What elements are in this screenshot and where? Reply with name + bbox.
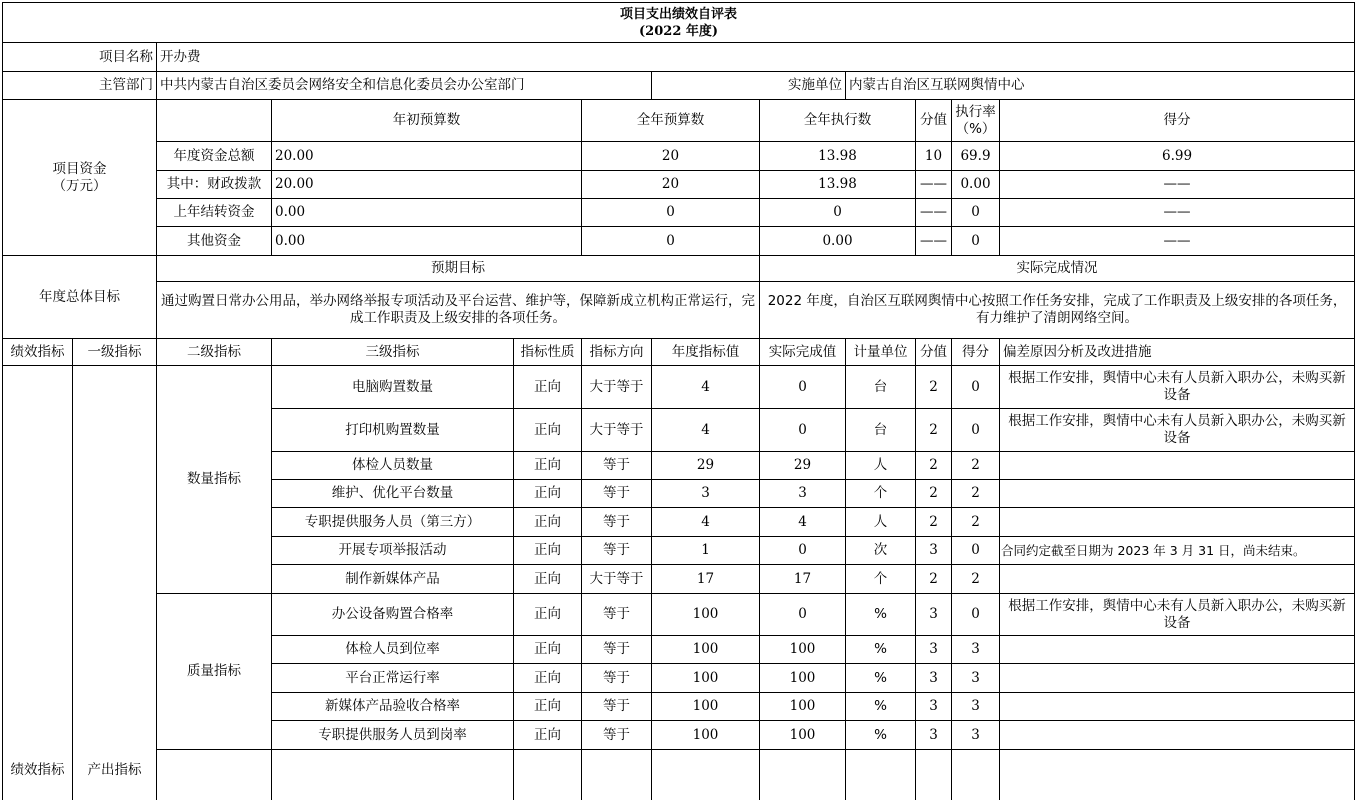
indicator-actual — [916, 750, 952, 800]
indicator-direction: 等于 — [582, 721, 652, 750]
indicator-score-max: 3 — [916, 537, 952, 565]
indicator-name — [582, 750, 652, 800]
indicator-header: 绩效指标 — [3, 339, 73, 366]
indicator-target: 100 — [652, 664, 760, 693]
indicator-actual: 100 — [760, 721, 846, 750]
funds-header: 全年执行数 — [760, 100, 916, 142]
indicator-score: 0 — [952, 366, 1000, 409]
funds-cell: —— — [916, 171, 952, 199]
expected-goal-text: 通过购置日常办公用品，举办网络举报专项活动及平台运营、维护等，保障新成立机构正常运行，完成工作职责及上级安排的各项任务。 — [157, 282, 760, 339]
indicator-target: 4 — [652, 366, 760, 409]
indicator-unit: 个 — [846, 480, 916, 508]
indicator-unit — [952, 750, 1000, 800]
actual-completion-header: 实际完成情况 — [760, 256, 1355, 282]
funds-header: 得分 — [1000, 100, 1355, 142]
level2-indicator: 数量指标 — [157, 366, 272, 594]
indicator-header: 得分 — [952, 339, 1000, 366]
indicator-unit: 台 — [846, 366, 916, 409]
indicator-score-max: 3 — [916, 594, 952, 636]
indicator-unit: 人 — [846, 452, 916, 480]
indicator-header: 分值 — [916, 339, 952, 366]
indicator-actual: 29 — [760, 452, 846, 480]
indicator-header: 偏差原因分析及改进措施 — [1000, 339, 1355, 366]
unit-value: 内蒙古自治区互联网舆情中心 — [846, 72, 1355, 100]
funds-header: 执行率 （%） — [952, 100, 1000, 142]
indicator-name: 开展专项举报活动 — [272, 537, 514, 565]
indicator-reason — [1000, 452, 1355, 480]
funds-row-label: 年度资金总额 — [157, 142, 272, 171]
indicator-score-max: 2 — [916, 366, 952, 409]
indicator-score: 3 — [952, 693, 1000, 721]
funds-cell: 0 — [952, 227, 1000, 256]
indicator-row — [3, 366, 1355, 409]
indicator-name: 电脑购置数量 — [272, 366, 514, 409]
funds-label: 项目资金 （万元） — [3, 100, 157, 256]
indicator-unit: % — [846, 636, 916, 664]
indicator-direction: 大于等于 — [582, 366, 652, 409]
indicator-actual: 17 — [760, 565, 846, 594]
funds-cell: 20 — [582, 142, 760, 171]
goals-label: 年度总体目标 — [3, 256, 157, 339]
indicator-direction: 等于 — [582, 537, 652, 565]
funds-cell: 0 — [952, 199, 1000, 227]
unit-label: 实施单位 — [652, 72, 846, 100]
funds-cell: —— — [1000, 199, 1355, 227]
indicator-score-max: 2 — [916, 565, 952, 594]
indicator-target: 4 — [652, 508, 760, 537]
indicator-score-max: 2 — [916, 480, 952, 508]
indicator-name: 办公设备购置合格率 — [272, 594, 514, 636]
indicator-unit: % — [846, 594, 916, 636]
level2-indicator: 质量指标 — [157, 594, 272, 750]
level0-indicator: 绩效指标 — [3, 366, 73, 800]
indicator-reason: 根据工作安排，舆情中心未有人员新入职办公，未购买新设备 — [1000, 366, 1355, 409]
funds-cell: 10 — [916, 142, 952, 171]
indicator-name: 专职提供服务人员（第三方） — [272, 508, 514, 537]
indicator-target: 100 — [652, 721, 760, 750]
indicator-actual: 100 — [760, 636, 846, 664]
funds-row — [3, 171, 1355, 199]
indicator-nature: 正向 — [514, 693, 582, 721]
funds-cell: 0 — [760, 199, 916, 227]
title-text: 项目支出绩效自评表 — [620, 6, 738, 22]
indicator-reason — [1000, 693, 1355, 721]
indicator-reason — [1000, 508, 1355, 537]
actual-completion-text: 2022 年度，自治区互联网舆情中心按照工作任务安排，完成了工作职责及上级安排的各项任务，有力维护了清朗网络空间。 — [760, 282, 1355, 339]
indicator-nature: 正向 — [514, 366, 582, 409]
funds-header-blank — [157, 100, 272, 142]
indicator-score: 0 — [952, 409, 1000, 452]
indicator-target: 100 — [652, 594, 760, 636]
indicator-unit: 次 — [846, 537, 916, 565]
funds-row — [3, 227, 1355, 256]
indicator-unit: % — [846, 664, 916, 693]
funds-row-label: 其他资金 — [157, 227, 272, 256]
indicator-unit: 人 — [846, 508, 916, 537]
indicator-direction — [760, 750, 846, 800]
indicator-score-max: 2 — [916, 508, 952, 537]
indicator-header: 二级指标 — [157, 339, 272, 366]
indicator-score: 0 — [952, 537, 1000, 565]
indicator-reason — [1000, 664, 1355, 693]
indicator-reason — [1000, 480, 1355, 508]
funds-header: 年初预算数 — [272, 100, 582, 142]
table-title — [3, 3, 1355, 43]
level1-indicator: 产出指标 — [73, 366, 157, 800]
performance-table — [2, 2, 1355, 800]
funds-cell: 6.99 — [1000, 142, 1355, 171]
expected-goal-header: 预期目标 — [157, 256, 760, 282]
indicator-nature: 正向 — [514, 565, 582, 594]
level2-indicator — [514, 750, 582, 800]
funds-cell: 20 — [582, 171, 760, 199]
indicator-reason: 根据工作安排，舆情中心未有人员新入职办公，未购买新设备 — [1000, 409, 1355, 452]
indicator-header: 计量单位 — [846, 339, 916, 366]
funds-cell: —— — [916, 199, 952, 227]
indicator-unit: 台 — [846, 409, 916, 452]
indicator-score: 2 — [952, 508, 1000, 537]
indicator-header: 指标方向 — [582, 339, 652, 366]
indicator-name: 专职提供服务人员到岗率 — [272, 721, 514, 750]
indicator-target: 1 — [652, 537, 760, 565]
funds-row-label: 上年结转资金 — [157, 199, 272, 227]
indicator-direction: 等于 — [582, 664, 652, 693]
indicator-nature: 正向 — [514, 452, 582, 480]
indicator-score-max: 2 — [916, 409, 952, 452]
indicator-name: 维护、优化平台数量 — [272, 480, 514, 508]
indicator-score-max: 3 — [916, 664, 952, 693]
funds-header: 分值 — [916, 100, 952, 142]
level0-indicator-cont — [157, 750, 272, 800]
indicator-target: 17 — [652, 565, 760, 594]
indicator-score: 3 — [952, 721, 1000, 750]
indicator-reason — [1000, 636, 1355, 664]
indicator-direction: 等于 — [582, 594, 652, 636]
indicator-score-max: 3 — [916, 721, 952, 750]
indicator-actual: 4 — [760, 508, 846, 537]
dept-value: 中共内蒙古自治区委员会网络安全和信息化委员会办公室部门 — [157, 72, 652, 100]
indicator-actual: 0 — [760, 366, 846, 409]
indicator-score-max: 2 — [916, 452, 952, 480]
indicator-row — [3, 750, 1355, 800]
indicator-nature: 正向 — [514, 409, 582, 452]
indicator-actual: 0 — [760, 594, 846, 636]
indicator-reason: 根据工作安排，舆情中心未有人员新入职办公，未购买新设备 — [1000, 594, 1355, 636]
indicator-score-max: 3 — [916, 636, 952, 664]
indicator-score: 0 — [952, 594, 1000, 636]
indicator-name: 平台正常运行率 — [272, 664, 514, 693]
indicator-unit: % — [846, 693, 916, 721]
indicator-reason — [1000, 721, 1355, 750]
indicator-actual: 0 — [760, 409, 846, 452]
indicator-header: 年度指标值 — [652, 339, 760, 366]
indicator-header: 三级指标 — [272, 339, 514, 366]
indicator-name: 体检人员到位率 — [272, 636, 514, 664]
indicator-score: 3 — [952, 636, 1000, 664]
indicator-reason: 合同约定截至日期为 2023 年 3 月 31 日，尚未结束。 — [1000, 537, 1355, 565]
funds-row — [3, 199, 1355, 227]
indicator-score-max — [1000, 750, 1355, 800]
indicator-target: 29 — [652, 452, 760, 480]
indicator-score: 2 — [952, 452, 1000, 480]
funds-cell: 20.00 — [272, 171, 582, 199]
indicator-direction: 等于 — [582, 693, 652, 721]
indicator-row — [3, 594, 1355, 636]
indicator-score: 2 — [952, 480, 1000, 508]
funds-cell: 0 — [582, 199, 760, 227]
indicator-nature: 正向 — [514, 594, 582, 636]
funds-cell: 13.98 — [760, 171, 916, 199]
funds-row-label: 其中：财政拨款 — [157, 171, 272, 199]
indicator-score-max: 3 — [916, 693, 952, 721]
indicator-nature: 正向 — [514, 480, 582, 508]
indicator-nature: 正向 — [514, 721, 582, 750]
funds-cell: 69.9 — [952, 142, 1000, 171]
funds-cell: 0.00 — [952, 171, 1000, 199]
indicator-header-row — [3, 339, 1355, 366]
indicator-target: 3 — [652, 480, 760, 508]
indicator-score: 3 — [952, 664, 1000, 693]
funds-cell: —— — [1000, 171, 1355, 199]
indicator-header: 一级指标 — [73, 339, 157, 366]
indicator-actual: 0 — [760, 537, 846, 565]
project-name-label: 项目名称 — [3, 43, 157, 72]
funds-cell: 13.98 — [760, 142, 916, 171]
indicator-target: 4 — [652, 409, 760, 452]
indicator-nature: 正向 — [514, 508, 582, 537]
funds-cell: 20.00 — [272, 142, 582, 171]
indicator-nature: 正向 — [514, 636, 582, 664]
indicator-actual: 100 — [760, 693, 846, 721]
indicator-header: 指标性质 — [514, 339, 582, 366]
indicator-reason — [1000, 565, 1355, 594]
funds-cell: 0.00 — [760, 227, 916, 256]
indicator-direction: 大于等于 — [582, 409, 652, 452]
indicator-nature: 正向 — [514, 537, 582, 565]
indicator-direction: 大于等于 — [582, 565, 652, 594]
indicator-direction: 等于 — [582, 480, 652, 508]
indicator-name: 新媒体产品验收合格率 — [272, 693, 514, 721]
funds-cell: —— — [916, 227, 952, 256]
level1-indicator-cont — [272, 750, 514, 800]
funds-cell: 0 — [582, 227, 760, 256]
indicator-target: 100 — [652, 693, 760, 721]
funds-cell: 0.00 — [272, 227, 582, 256]
indicator-name: 体检人员数量 — [272, 452, 514, 480]
subtitle-text: (2022 年度) — [639, 23, 719, 39]
indicator-actual: 100 — [760, 664, 846, 693]
indicator-header: 实际完成值 — [760, 339, 846, 366]
indicator-nature — [652, 750, 760, 800]
indicator-target — [846, 750, 916, 800]
project-name-value: 开办费 — [157, 43, 1355, 72]
funds-row — [3, 142, 1355, 171]
dept-label: 主管部门 — [3, 72, 157, 100]
indicator-name: 打印机购置数量 — [272, 409, 514, 452]
indicator-direction: 等于 — [582, 636, 652, 664]
indicator-nature: 正向 — [514, 664, 582, 693]
indicator-direction: 等于 — [582, 452, 652, 480]
indicator-unit: 个 — [846, 565, 916, 594]
indicator-score: 2 — [952, 565, 1000, 594]
indicator-name: 制作新媒体产品 — [272, 565, 514, 594]
funds-header: 全年预算数 — [582, 100, 760, 142]
indicator-direction: 等于 — [582, 508, 652, 537]
funds-cell: —— — [1000, 227, 1355, 256]
indicator-unit: % — [846, 721, 916, 750]
funds-cell: 0.00 — [272, 199, 582, 227]
indicator-target: 100 — [652, 636, 760, 664]
indicator-actual: 3 — [760, 480, 846, 508]
